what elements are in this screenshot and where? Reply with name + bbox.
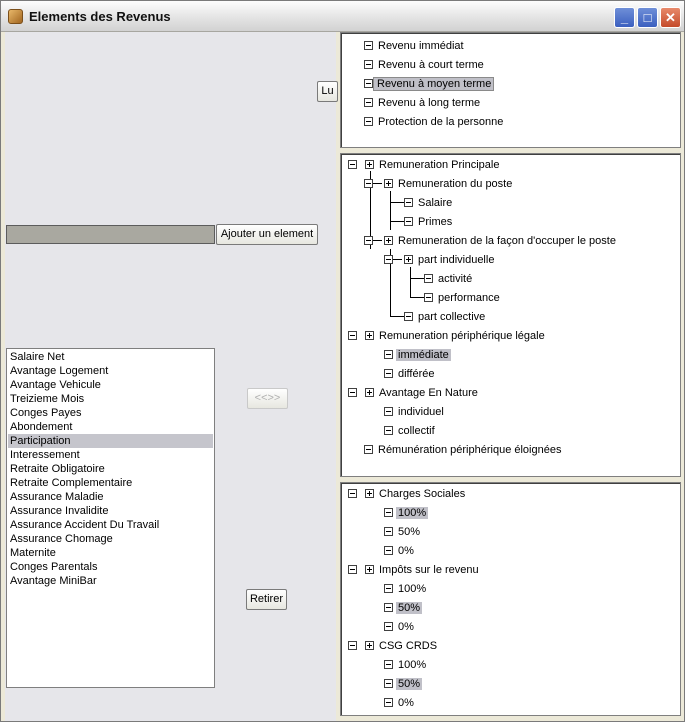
collapse-icon[interactable] (348, 388, 357, 397)
list-item[interactable]: Maternite (10, 547, 56, 559)
tree-node-selected[interactable]: 50% (384, 600, 422, 617)
tree-node[interactable]: Remuneration du poste (364, 176, 514, 193)
list-item[interactable]: Retraite Complementaire (10, 477, 133, 489)
tree-node[interactable]: 100% (384, 581, 428, 598)
collapse-icon[interactable] (364, 41, 373, 50)
expand-icon[interactable] (365, 489, 374, 498)
tree-node[interactable]: activité (424, 271, 474, 288)
collapse-icon[interactable] (384, 255, 393, 264)
expand-icon[interactable] (365, 388, 374, 397)
collapse-icon[interactable] (348, 641, 357, 650)
tree-node[interactable]: part individuelle (384, 252, 496, 269)
list-item[interactable]: Interessement (10, 449, 80, 461)
collapse-icon[interactable] (384, 660, 393, 669)
tree-node[interactable]: Impôts sur le revenu (348, 562, 481, 579)
tree-node[interactable]: Revenu immédiat (364, 38, 466, 55)
tree-line (390, 221, 405, 222)
app-icon (8, 9, 23, 24)
tree-node[interactable]: Remuneration de la façon d'occuper le poste (364, 233, 618, 250)
tree-node[interactable]: part collective (404, 309, 487, 326)
tree-node[interactable]: 100% (384, 657, 428, 674)
collapse-icon[interactable] (364, 98, 373, 107)
tree-node[interactable]: 0% (384, 695, 416, 712)
lu-button[interactable]: Lu (317, 81, 338, 102)
tree-node[interactable]: Remuneration Principale (348, 157, 501, 174)
list-item[interactable]: Avantage MiniBar (10, 575, 97, 587)
tree-node[interactable]: Salaire (404, 195, 454, 212)
tree-node-selected[interactable]: 50% (384, 676, 422, 693)
list-item-selected[interactable]: Participation (8, 434, 213, 448)
collapse-icon[interactable] (384, 698, 393, 707)
expand-icon[interactable] (384, 236, 393, 245)
tree-node[interactable]: individuel (384, 404, 446, 421)
collapse-icon[interactable] (364, 236, 373, 245)
list-item[interactable]: Assurance Chomage (10, 533, 113, 545)
collapse-icon[interactable] (348, 331, 357, 340)
collapse-icon[interactable] (424, 274, 433, 283)
maximize-button[interactable]: □ (637, 7, 658, 28)
collapse-icon[interactable] (384, 603, 393, 612)
tree-node[interactable]: Remuneration périphérique légale (348, 328, 547, 345)
collapse-icon[interactable] (364, 117, 373, 126)
tree-node[interactable]: collectif (384, 423, 437, 440)
collapse-icon[interactable] (364, 445, 373, 454)
list-item[interactable]: Assurance Invalidite (10, 505, 109, 517)
collapse-icon[interactable] (384, 546, 393, 555)
collapse-icon[interactable] (384, 508, 393, 517)
remove-button[interactable]: Retirer (246, 589, 287, 610)
collapse-icon[interactable] (384, 527, 393, 536)
collapse-icon[interactable] (364, 79, 373, 88)
charges-tree[interactable] (340, 482, 681, 716)
remuneration-tree[interactable] (340, 153, 681, 477)
tree-node[interactable]: CSG CRDS (348, 638, 439, 655)
income-elements-list[interactable] (6, 348, 215, 688)
collapse-icon[interactable] (384, 407, 393, 416)
expand-icon[interactable] (365, 565, 374, 574)
list-item[interactable]: Abondement (10, 421, 73, 433)
list-item[interactable]: Salaire Net (10, 351, 65, 363)
collapse-icon[interactable] (424, 293, 433, 302)
tree-node[interactable]: 50% (384, 524, 422, 541)
expand-icon[interactable] (384, 179, 393, 188)
tree-node[interactable]: Charges Sociales (348, 486, 467, 503)
list-item[interactable]: Assurance Maladie (10, 491, 104, 503)
tree-line (390, 202, 405, 203)
list-item[interactable]: Retraite Obligatoire (10, 463, 105, 475)
list-item[interactable]: Avantage Vehicule (10, 379, 101, 391)
expand-icon[interactable] (404, 255, 413, 264)
tree-node-selected[interactable]: immédiate (384, 347, 451, 364)
list-item[interactable]: Assurance Accident Du Travail (10, 519, 160, 531)
tree-line (410, 297, 425, 298)
list-item[interactable]: Avantage Logement (10, 365, 109, 377)
title-bar[interactable] (1, 1, 684, 32)
tree-line (390, 316, 405, 317)
tree-line (390, 191, 391, 230)
category-tree[interactable] (340, 32, 681, 148)
collapse-icon[interactable] (364, 179, 373, 188)
new-element-input[interactable] (6, 225, 215, 244)
list-item[interactable]: Conges Parentals (10, 561, 98, 573)
collapse-icon[interactable] (384, 350, 393, 359)
window-title: Elements des Revenus (29, 9, 171, 24)
collapse-icon[interactable] (348, 160, 357, 169)
tree-node[interactable]: 0% (384, 543, 416, 560)
collapse-icon[interactable] (384, 426, 393, 435)
tree-node[interactable]: 0% (384, 619, 416, 636)
collapse-icon[interactable] (384, 584, 393, 593)
tree-line (410, 267, 411, 298)
list-item[interactable]: Treizieme Mois (10, 393, 85, 405)
collapse-icon[interactable] (348, 489, 357, 498)
tree-node-selected[interactable]: Revenu à moyen terme (364, 76, 494, 93)
tree-node[interactable]: Revenu à court terme (364, 57, 486, 74)
tree-node-selected[interactable]: 100% (384, 505, 428, 522)
collapse-icon[interactable] (384, 369, 393, 378)
tree-node[interactable]: Revenu à long terme (364, 95, 482, 112)
collapse-icon[interactable] (384, 679, 393, 688)
collapse-icon[interactable] (384, 622, 393, 631)
close-button[interactable]: ✕ (660, 7, 681, 28)
tree-line (410, 278, 425, 279)
tree-node[interactable]: Protection de la personne (364, 114, 505, 131)
minimize-button[interactable]: _ (614, 7, 635, 28)
expand-icon[interactable] (365, 331, 374, 340)
collapse-icon[interactable] (404, 217, 413, 226)
expand-icon[interactable] (365, 160, 374, 169)
tree-node[interactable]: différée (384, 366, 437, 383)
swap-button[interactable]: <<>> (247, 388, 288, 409)
tree-node[interactable]: Primes (404, 214, 454, 231)
tree-node[interactable]: Rémunération périphérique éloignées (364, 442, 563, 459)
collapse-icon[interactable] (348, 565, 357, 574)
tree-node[interactable]: performance (424, 290, 502, 307)
add-element-button[interactable]: Ajouter un element (216, 224, 318, 245)
collapse-icon[interactable] (404, 198, 413, 207)
tree-node[interactable]: Avantage En Nature (348, 385, 480, 402)
collapse-icon[interactable] (404, 312, 413, 321)
list-item[interactable]: Conges Payes (10, 407, 82, 419)
collapse-icon[interactable] (364, 60, 373, 69)
expand-icon[interactable] (365, 641, 374, 650)
